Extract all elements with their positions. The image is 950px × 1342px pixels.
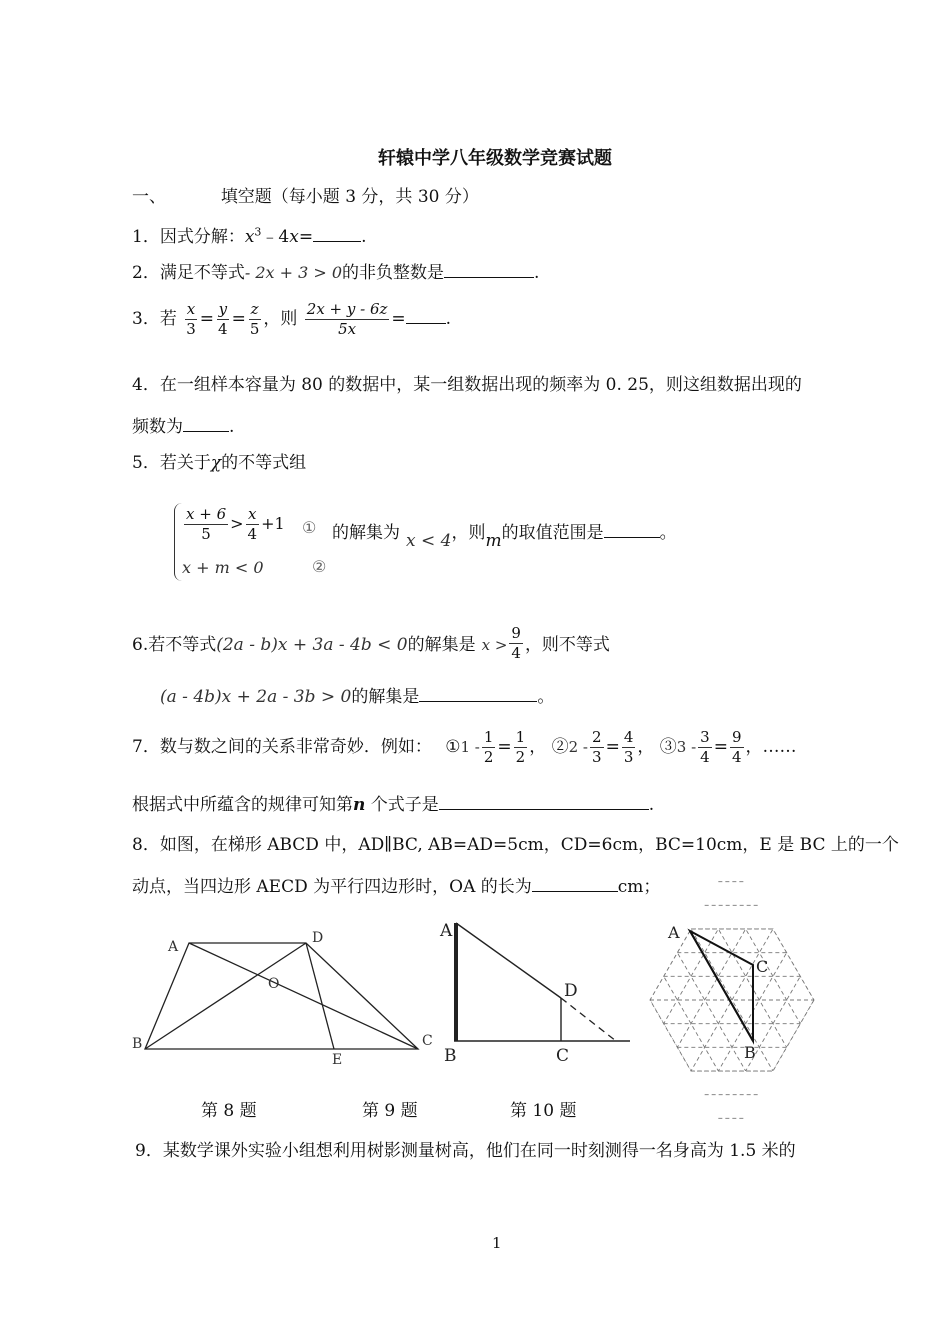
q3-frac-z5: $\frac{z}{5}$ bbox=[249, 300, 260, 338]
fig8-label-d: D bbox=[312, 930, 324, 946]
q7-dots: …… bbox=[762, 737, 797, 757]
q1-label: 1．因式分解： bbox=[132, 227, 245, 247]
q3-frac-y4: $\frac{y}{4}$ bbox=[218, 300, 228, 338]
q3-label: 3．若 bbox=[132, 309, 177, 329]
question-4-line1: 4．在一组样本容量为 80 的数据中，某一组数据出现的频率为 0. 25，则这组数据出现的 bbox=[132, 375, 802, 395]
question-9-line1: 9．某数学课外实验小组想利用树影测量树高，他们在同一时刻测得一名身高为 1.5 米的 bbox=[135, 1141, 796, 1161]
q3-frac-x3: $\frac{x}{3}$ bbox=[186, 300, 196, 338]
q2-text: 的非负整数是 bbox=[342, 263, 445, 283]
q7-sep1: ， bbox=[529, 737, 547, 757]
q7-eq3: = bbox=[713, 737, 728, 757]
q6-end: 。 bbox=[537, 687, 555, 707]
q6-label: 6.若不等式 bbox=[132, 635, 217, 655]
q5-frac-2: $\frac{x}{4}$ bbox=[247, 505, 258, 543]
q6-inequality-1: (2a - b)x + 3a - 4b < 0 bbox=[216, 635, 408, 655]
q3-then: ，则 bbox=[263, 309, 298, 329]
q4-label2: 频数为 bbox=[132, 417, 183, 437]
q5-mark-1: ① bbox=[302, 518, 317, 537]
q7-frac-3: $\frac{3}{4}$ bbox=[700, 728, 710, 766]
q7-frac-2: $\frac{2}{3}$ bbox=[592, 728, 602, 766]
q7-frac-3r: $\frac{9}{4}$ bbox=[731, 728, 742, 766]
q2-end: . bbox=[534, 263, 540, 283]
q1-var-x2: x bbox=[289, 227, 299, 247]
page-title: 轩辕中学八年级数学竞赛试题 bbox=[378, 148, 612, 169]
q1-var-x: x bbox=[244, 227, 255, 247]
q5-then: ，则 bbox=[451, 523, 486, 543]
q3-eq3: = bbox=[391, 309, 406, 329]
fig10-grid-line bbox=[612, 815, 812, 1161]
q5-end: 。 bbox=[659, 523, 677, 543]
q1-term: ﹣4 bbox=[261, 227, 290, 247]
q7-sep2: ， bbox=[637, 737, 655, 757]
q7-frac-1: $\frac{1}{2}$ bbox=[483, 728, 494, 766]
q6-sol-text2: 的解集是 bbox=[351, 687, 420, 707]
fig8-label-o: O bbox=[268, 976, 280, 992]
fig10-grid-line bbox=[755, 756, 950, 1102]
q1-equals: = bbox=[298, 227, 314, 247]
fig10-grid-line bbox=[735, 768, 935, 1114]
q7-mark-3: ③ bbox=[659, 737, 677, 757]
fig10-grid-line bbox=[632, 827, 832, 1173]
fig10-label-c: C bbox=[756, 957, 769, 976]
q7-var-n: n bbox=[353, 795, 366, 815]
q7-text-b: 个式子是 bbox=[365, 795, 439, 815]
fig9-label-c: C bbox=[556, 1046, 570, 1066]
fig9-label-a: A bbox=[440, 921, 453, 941]
q2-label: 2．满足不等式 bbox=[132, 263, 245, 283]
q2-inequality: - 2x + 3 > 0 bbox=[244, 263, 343, 282]
q7-frac-2r: $\frac{4}{3}$ bbox=[623, 728, 634, 766]
figure-8 bbox=[145, 943, 418, 1049]
fig8-label-e: E bbox=[332, 1052, 343, 1068]
q6-then-text: ，则不等式 bbox=[524, 635, 610, 655]
q4-end: . bbox=[229, 417, 235, 437]
q7-frac-1r: $\frac{1}{2}$ bbox=[515, 728, 526, 766]
fig10-grid-line bbox=[673, 803, 873, 1149]
q5-label: 5．若关于 bbox=[132, 453, 211, 473]
fig10-label-a: A bbox=[668, 923, 680, 942]
q5-plus1: +1 bbox=[261, 514, 285, 533]
q5-mark-2: ② bbox=[312, 557, 327, 576]
q3-eq2: = bbox=[231, 309, 246, 329]
q3-frac-expression: $\frac{2x + y - 6z}{5x}$ bbox=[306, 300, 388, 338]
q7-expr3-lhs: 3 - bbox=[676, 738, 697, 756]
q8-text: 动点，当四边形 AECD 为平行四边形时，OA 的长为 bbox=[132, 877, 532, 897]
q7-end: . bbox=[648, 795, 655, 815]
fig8-segment-de bbox=[306, 943, 334, 1049]
q8-unit: cm； bbox=[617, 877, 661, 897]
section-title: 填空题（每小题 3 分，共 30 分） bbox=[220, 187, 479, 207]
q7-sep3: ， bbox=[745, 737, 763, 757]
q5-text: 的不等式组 bbox=[221, 453, 307, 473]
q1-exponent: 3 bbox=[254, 225, 262, 239]
q7-label: 7．数与数之间的关系非常奇妙．例如： bbox=[132, 737, 432, 757]
fig8-label-a: A bbox=[168, 939, 179, 955]
fig9-label-d: D bbox=[564, 981, 578, 1001]
fig9-shadow-ray bbox=[561, 998, 616, 1041]
q7-expr1-lhs: 1 - bbox=[460, 738, 480, 756]
fig9-caption: 第 9 题 bbox=[362, 1101, 418, 1121]
figure-9 bbox=[454, 923, 630, 1041]
fig8-caption: 第 8 题 bbox=[201, 1101, 257, 1121]
q3-eq1: = bbox=[199, 309, 215, 329]
q5-frac-1: $\frac{x + 6}{5}$ bbox=[186, 505, 227, 543]
q1-end: . bbox=[361, 227, 367, 247]
q6-inequality-2: (a - 4b)x + 2a - 3b > 0 bbox=[160, 687, 352, 707]
fig10-label-b: B bbox=[744, 1043, 756, 1062]
fig10-grid-line bbox=[591, 803, 791, 1149]
q7-eq2: = bbox=[605, 737, 620, 757]
page-number: 1 bbox=[492, 1234, 502, 1252]
q3-end: . bbox=[445, 309, 452, 329]
fig8-diagonal-ac bbox=[189, 943, 418, 1049]
fig10-grid-line bbox=[612, 839, 812, 1185]
fig8-label-c: C bbox=[422, 1033, 433, 1049]
fig8-label-b: B bbox=[132, 1036, 143, 1052]
q7-eq1: = bbox=[497, 737, 512, 757]
q6-solution-x: x > bbox=[481, 636, 508, 654]
q7-text-a: 根据式中所蕴含的规律可知第 bbox=[132, 795, 353, 815]
q5-solution: x < 4 bbox=[406, 531, 452, 551]
fig8-diagonal-bd bbox=[145, 943, 306, 1049]
fig10-caption: 第 10 题 bbox=[510, 1101, 577, 1121]
q5-var: χ bbox=[210, 453, 222, 473]
q5-gt: > bbox=[230, 514, 244, 533]
fig9-sunray bbox=[456, 923, 561, 998]
q6-sol-text: 的解集是 bbox=[407, 635, 476, 655]
q7-expr2-lhs: 2 - bbox=[568, 738, 589, 756]
q5-sol-text: 的解集为 bbox=[332, 523, 400, 543]
q7-mark-1: ① bbox=[445, 737, 461, 757]
section-number: 一、 bbox=[132, 187, 166, 207]
fig10-grid-line bbox=[755, 898, 950, 1244]
q7-mark-2: ② bbox=[551, 737, 569, 757]
fig9-label-b: B bbox=[444, 1046, 457, 1066]
q5-var-m: m bbox=[485, 531, 502, 551]
q5-range-text: 的取值范围是 bbox=[501, 523, 604, 543]
q6-frac-9-4: $\frac{9}{4}$ bbox=[511, 624, 521, 662]
fig10-grid-line bbox=[735, 886, 935, 1232]
question-8-line1: 8．如图，在梯形 ABCD 中，AD∥BC, AB=AD=5cm，CD=6cm，BC=10cm，E 是 BC 上的一个 bbox=[132, 835, 899, 855]
q5-inequality-2: x + m < 0 bbox=[182, 558, 264, 577]
